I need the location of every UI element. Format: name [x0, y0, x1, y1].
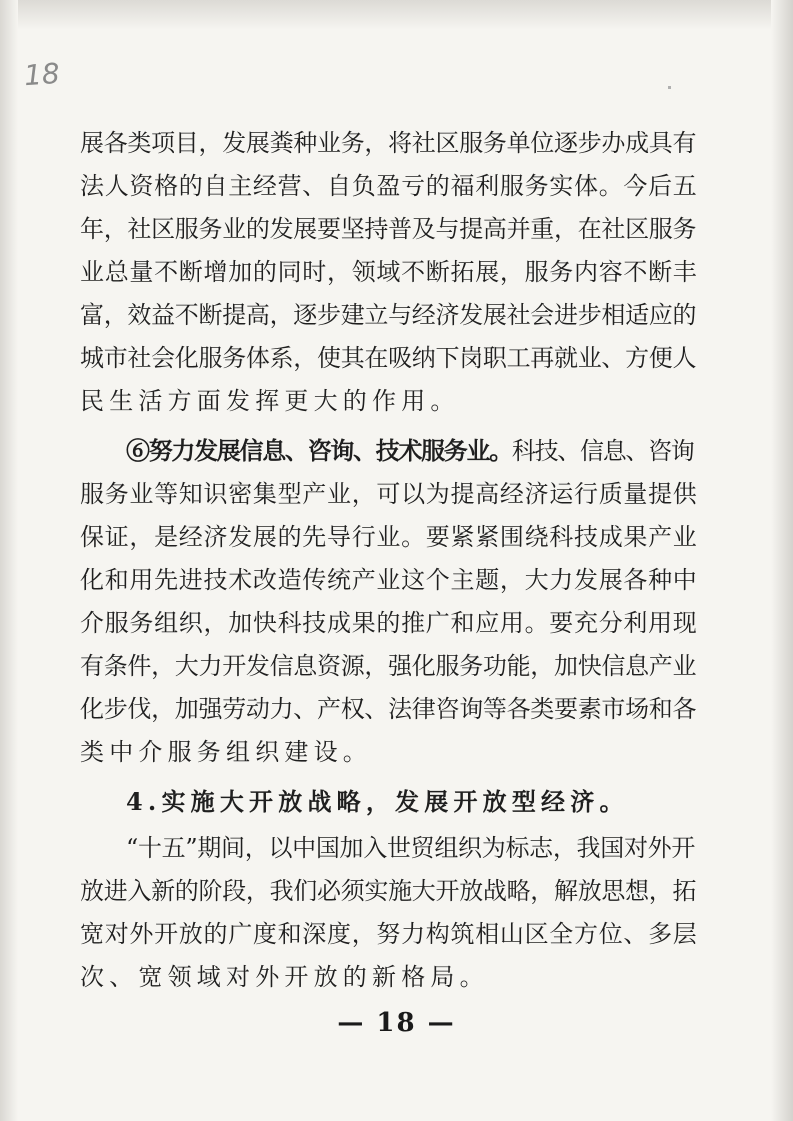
scan-shadow-right — [771, 0, 793, 1121]
text-line: 化步伐，加强劳动力、产权、法律咨询等各类要素市场和各 — [80, 695, 697, 723]
handwritten-page-mark: 18 — [22, 56, 61, 93]
text-line: 城市社会化服务体系，使其在吸纳下岗职工再就业、方便人 — [80, 344, 697, 372]
scan-shadow-left — [0, 0, 18, 1121]
section-heading: 4.实施大开放战略，发展开放型经济。 — [126, 787, 629, 816]
page-number: — 18 — — [337, 1008, 456, 1038]
text-line-continuation: 科技、信息、咨询 — [511, 437, 694, 465]
text-line: 介服务组织，加快科技成果的推广和应用。要充分利用现 — [80, 609, 698, 637]
text-line: 业总量不断增加的同时，领域不断拓展，服务内容不断丰 — [80, 258, 698, 286]
text-line: 年，社区服务业的发展要坚持普及与提高并重，在社区服务 — [80, 215, 697, 243]
section-heading-line — [126, 436, 694, 466]
text-line: “十五”期间，以中国加入世贸组织为标志，我国对外开 — [126, 834, 696, 862]
text-line: 化和用先进技术改造传统产业这个主题，大力发展各种中 — [80, 566, 698, 594]
scan-shadow-top — [0, 0, 793, 30]
text-line: 民生活方面发挥更大的作用。 — [80, 387, 460, 415]
text-line: 展各类项目，发展粪种业务，将社区服务单位逐步办成具有 — [80, 129, 697, 157]
scan-speck — [668, 86, 671, 89]
text-line: 法人资格的自主经营、自负盈亏的福利服务实体。今后五 — [80, 172, 698, 200]
text-line: 次、宽领域对外开放的新格局。 — [80, 963, 489, 991]
text-line: 放进入新的阶段，我们必须实施大开放战略，解放思想，拓 — [80, 877, 697, 905]
text-line: 有条件，大力开发信息资源，强化服务功能，加快信息产业 — [80, 652, 697, 680]
text-line: 保证，是经济发展的先导行业。要紧紧围绕科技成果产业 — [80, 523, 698, 551]
text-line: 宽对外开放的广度和深度，努力构筑相山区全方位、多层 — [80, 920, 698, 948]
section-heading: ⑥努力发展信息、咨询、技术服务业。 — [126, 436, 512, 465]
section-heading-line — [126, 787, 629, 817]
text-line: 类中介服务组织建设。 — [80, 738, 372, 766]
text-line: 富，效益不断提高，逐步建立与经济发展社会进步相适应的 — [80, 301, 697, 329]
text-line: 服务业等知识密集型产业，可以为提高经济运行质量提供 — [80, 480, 698, 508]
